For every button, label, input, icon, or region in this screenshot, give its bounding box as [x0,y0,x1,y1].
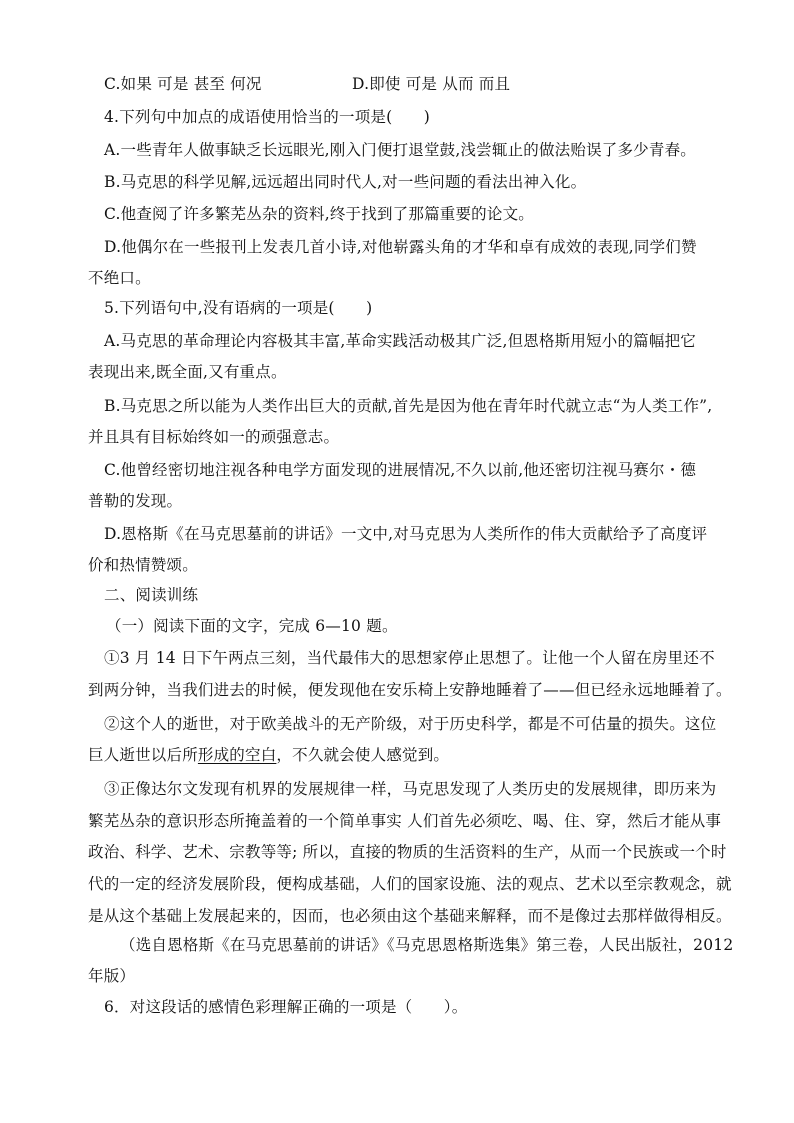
q4-option-b: B.马克思的科学见解,远远超出同时代人,对一些问题的看法出神入化。 [104,173,587,191]
paragraph-2-line1: ②这个人的逝世，对于欧美战斗的无产阶级，对于历史科学，都是不可估量的损失。这位 [104,715,717,733]
q5-option-c-line2: 普勒的发现。 [88,492,183,510]
paragraph-2-text-before: 巨人逝世以后所 [88,746,198,764]
paragraph-3-line4: 代的一定的经济发展阶段，便构成基础，人们的国家设施、法的观点、艺术以至宗教观念，就 [88,875,732,893]
section-2-subtitle: （一）阅读下面的文字，完成 6—10 题。 [106,617,398,635]
source-citation-line2: 年版） [88,967,136,985]
q4-option-c: C.他查阅了许多繁芜丛杂的资料,终于找到了那篇重要的论文。 [104,205,534,223]
q5-option-a-line2: 表现出来,既全面,又有重点。 [88,363,287,381]
paragraph-2-text-after: ，不久就会使人感觉到。 [276,746,450,764]
q5-option-b-line2: 并且具有目标始终如一的顽强意志。 [88,428,340,446]
q5-option-b-line1: B.马克思之所以能为人类作出巨大的贡献,首先是因为他在青年时代就立志“为人类工作”, [104,397,713,415]
paragraph-2-line2 [88,745,449,765]
q5-option-a-line1: A.马克思的革命理论内容极其丰富,革命实践活动极其广泛,但恩格斯用短小的篇幅把它 [104,332,696,350]
section-2-title: 二、阅读训练 [104,586,199,604]
paragraph-3-line1: ③正像达尔文发现有机界的发展规律一样，马克思发现了人类历史的发展规律，即历来为 [104,780,717,798]
q3-option-d: D.即使 可是 从而 而且 [352,75,511,93]
paragraph-1-line2: 到两分钟，当我们进去的时候，便发现他在安乐椅上安静地睡着了——但已经永远地睡着了。 [88,681,732,699]
q4-stem: 4.下列句中加点的成语使用恰当的一项是( ) [104,108,430,126]
paragraph-3-line5: 是从这个基础上发展起来的，因而，也必须由这个基础来解释，而不是像过去那样做得相反。 [88,907,732,925]
q5-option-d-line1: D.恩格斯《在马克思墓前的讲话》一文中,对马克思为人类所作的伟大贡献给予了高度评 [104,525,708,543]
source-citation-line1: （选自恩格斯《在马克思墓前的讲话》《马克思恩格斯选集》第三卷，人民出版社，2012 [120,936,734,954]
paragraph-1-line1: ①3 月 14 日下午两点三刻，当代最伟大的思想家停止思想了。让他一个人留在房里还不 [104,649,715,667]
paragraph-3-line3: 政治、科学、艺术、宗教等等; 所以，直接的物质的生活资料的生产，从而一个民族或一个时 [88,843,727,861]
q5-option-c-line1: C.他曾经密切地注视各种电学方面发现的进展情况,不久以前,他还密切注视马赛尔・德 [104,461,697,479]
underlined-phrase: 形成的空白 [197,746,277,764]
q5-option-d-line2: 价和热情赞颂。 [88,556,198,574]
q4-option-d-line1: D.他偶尔在一些报刊上发表几首小诗,对他崭露头角的才华和卓有成效的表现,同学们赞 [104,238,697,256]
q4-option-d-line2: 不绝口。 [88,269,151,287]
q6-stem: 6．对这段话的感情色彩理解正确的一项是（ ）。 [104,998,468,1016]
q3-option-c: C.如果 可是 甚至 何况 [104,75,262,93]
q5-stem: 5.下列语句中,没有语病的一项是( ) [104,299,373,317]
q4-option-a: A.一些青年人做事缺乏长远眼光,刚入门便打退堂鼓,浅尝辄止的做法贻误了多少青春。 [104,141,696,159]
paragraph-3-line2: 繁芜丛杂的意识形态所掩盖着的一个简单事实 人们首先必须吃、喝、住、穿，然后才能从事 [88,812,722,830]
